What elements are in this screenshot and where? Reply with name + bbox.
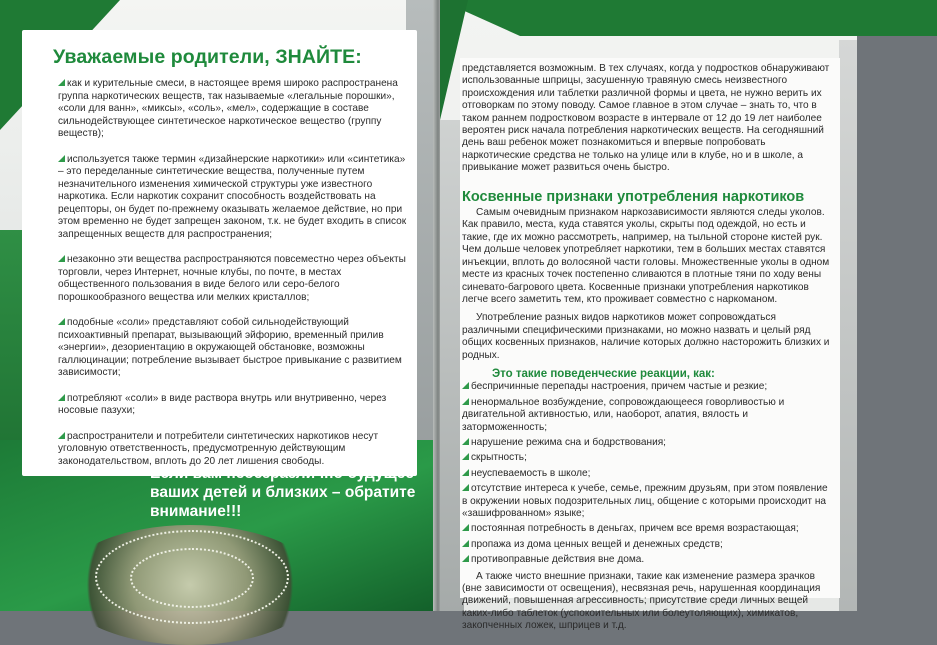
list-item: ненормальное возбуждение, сопровождающееся говорливостью и двигательной активностью, или, наоборот, апатия, вялость и заторможенность; [462,396,785,433]
injection-details-paragraph: Чем дольше человек употребляет наркотики, тем в больших местах ставятся инъекции, вплоть до волосяной части головы. Множественные уколы в одном месте из красных точек постепенно сливаются в плотные тяни по ходу вены синевато-багрового цвета. Косвенные признаки употребления наркотиков легче всего заметить тем, кто проживает совместно с наркоманом. [462,244,830,305]
arrow-bullet-icon [462,382,469,389]
arrow-bullet-icon [462,484,469,491]
paragraph-consumption: потребляют «соли» в виде раствора внутрь или внутривенно, через носовые пазухи; [58,392,387,416]
arrow-bullet-icon [58,155,65,162]
list-item: противоправные действия вне дома. [462,554,832,566]
spiderweb-inner-ring [130,548,254,608]
arrow-bullet-icon [58,432,65,439]
left-page [0,0,436,611]
gray-right-edge [839,40,857,611]
list-item: постоянная потребность в деньгах, причем все время возрастающая; [462,523,832,535]
list-item: отсутствие интереса к учебе, семье, прежним друзьям, при этом появление в окружении новых подозрительных лиц, общение с которыми происходит на «зашифрованном» языке; [462,483,828,519]
paragraph-liability: распространители и потребители синтетических наркотиков несут уголовную ответственность, предусмотренную действующим законодательством, вплоть до 20 лет лишения свободы. [58,430,379,467]
arrow-bullet-icon [58,318,65,325]
paragraph-effects: подобные «соли» представляют собой сильнодействующий психоактивный препарат, вызывающий эйфорию, временный прилив «энергии», дезориентацию в окружающей обстановке, возможны галлюцинации; потребление вызывает быстрое привыкание с развитием зависимости; [58,317,402,378]
intro-paragraph: представляется возможным. В тех случаях, когда у подростков обнаруживают использованные шприцы, засушенную травяную смесь неизвестного происхождения или таблетки различной формы и цвета, не нужно верить их отговоркам по этому поводу. Самое главное в этом случае – знать то, что в таком раннем подростковом возрасте в интервале от 12 до 19 лет наиболее вероятен риск начала потребления наркотических веществ. На сегодняшний день ваш ребенок может познакомиться и впервые попробовать наркотические средства не только на улице или в клубе, но и в школе, а привыкание может развиться очень быстро. [462,63,830,174]
attention-callout: Если вам небезразлично будущее ваших детей и близких – обратите внимание!!! [150,465,416,520]
general-signs-paragraph: Употребление разных видов наркотиков может сопровождаться различными специфическими признаками, но можно назвать и целый ряд общих косвенных признаков, наличие которых должно насторожить близких и родных. [462,312,830,361]
green-top-band [440,0,937,36]
arrow-bullet-icon [58,255,65,262]
behavior-subheading: Это такие поведенческие реакции, как: [492,367,715,380]
paragraph-legal-powders: как и курительные смеси, в настоящее время широко распространена группа наркотических веществ, так называемые «легальные порошки», «соли для ванн», «миксы», «соль», «мел», содержащие в составе сильнодействующее синтетическое наркотическое вещество (группу веществ); [58,78,398,139]
behavior-list [462,381,832,566]
list-item: неуспеваемость в школе; [462,468,832,480]
arrow-bullet-icon [462,453,469,460]
list-item: скрытность; [462,452,832,464]
arrow-bullet-icon [58,394,65,401]
external-signs-paragraph: А также чисто внешние признаки, такие как изменение размера зрачков (вне зависимости от освещения), несвязная речь, нарушенная координация движений, повышенная агрессивность; присутствие среди личных вещей каких-либо таблеток (успокоительных или болеутоляющих), химикатов, закопченных ложек, шприцев и т.д. [462,570,821,632]
arrow-bullet-icon [58,79,65,86]
left-page-body [58,78,408,481]
list-item: нарушение режима сна и бодрствования; [462,437,832,449]
arrow-bullet-icon [462,555,469,562]
right-page [440,0,857,632]
injection-signs-paragraph: Самым очевидным признаком наркозависимости являются следы уколов. Как правило, места, куда ставятся уколы, скрыты под одеждой, но есть и такие, где их можно рассмотреть, например, на тыльной стороне кистей рук. [462,207,825,243]
arrow-bullet-icon [462,438,469,445]
list-item: пропажа из дома ценных вещей и денежных средств; [462,539,832,551]
paragraph-designer-drugs: используется также термин «дизайнерские наркотики» или «синтетика» – это переделанные синтетические вещества, полученные путем незначительного изменения химической структуры уже известного наркотика. Если наркотик сохранит способность воздействовать на рецепторы, он будет по-прежнему оказывать желаемое действие, но при этом временно не будет запрещен законом, т.к. не будет входить в список запрещенных веществ для распространения; [58,153,407,240]
right-page-body [462,63,832,633]
list-item: беспричинные перепады настроения, причем частые и резкие; [462,381,832,393]
arrow-bullet-icon [462,398,469,405]
arrow-bullet-icon [462,469,469,476]
arrow-bullet-icon [462,524,469,531]
arrow-bullet-icon [462,540,469,547]
indirect-signs-heading: Косвенные признаки употребления наркотиков [462,188,805,205]
paragraph-distribution: незаконно эти вещества распространяются повсеместно через объекты торговли, через Интернет, ночные клубы, по почте, в местах общественного пользования в виде белого или серо-белого порошкообразного вещества или мелких кристаллов; [58,254,406,303]
left-page-title: Уважаемые родители, ЗНАЙТЕ: [53,46,362,68]
